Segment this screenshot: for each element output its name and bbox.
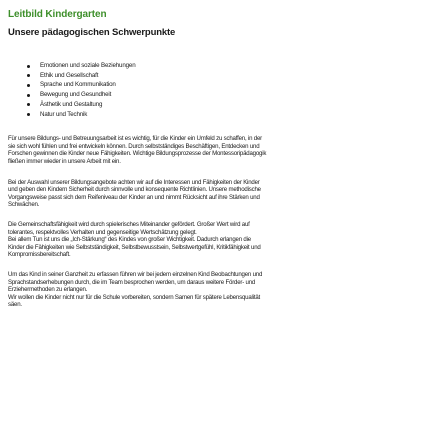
list-item-text: Ästhetik und Gestaltung <box>40 100 103 108</box>
list-item-text: Ethik und Gesellschaft <box>40 71 99 79</box>
list-item-text: Natur und Technik <box>40 110 88 118</box>
text-line: Die Gemeinschaftsfähigkeit wird durch spielerisches Miteinander gefördert. Großer Wert wird auf <box>8 220 250 228</box>
bullet-icon <box>27 84 30 87</box>
text-line: Für unsere Bildungs- und Betreuungsarbeit ist es wichtig, für die Kinder ein Umfeld zu schaffen, in der <box>8 135 262 143</box>
bullet-icon <box>27 74 30 77</box>
text-line: Schwächen. <box>8 201 40 209</box>
list-item <box>27 90 442 100</box>
text-line: Kompromissbereitschaft. <box>8 251 71 259</box>
text-line: Um das Kind in seiner Ganzheit zu erfassen führen wir bei jedem einzelnen Kind Beobachtungen und <box>8 270 263 278</box>
list-item-text: Sprache und Kommunikation <box>40 81 116 89</box>
list-item <box>27 61 442 71</box>
list-item <box>27 71 442 81</box>
paragraph-environment <box>8 135 442 165</box>
list-item <box>27 100 442 110</box>
text-line: Forschen gewinnen die Kinder neue Fähigkeiten. Wichtige Bildungsprozesse der Montessoripädagogik <box>8 150 267 158</box>
text-line: sie sich wohl fühlen und frei entwickeln können. Durch selbstständiges Beschäftigen, Entdecken und <box>8 142 260 150</box>
text-line: Sprachstandserhebungen durch, die im Team besprochen werden, um daraus weitere Förder- und <box>8 278 256 286</box>
text-line: Bei allem Tun ist uns die „Ich-Stärkung“ des Kindes von großer Wichtigkeit. Dadurch erlangen die <box>8 236 251 244</box>
text-line: Kinder die Fähigkeiten wie Selbstständigkeit, Selbstbewusstsein, Selbstwertgefühl, Kritikfähigkeit und <box>8 243 261 251</box>
bullet-icon <box>27 113 30 116</box>
focus-area-list <box>27 61 442 119</box>
list-item-text: Bewegung und Gesundheit <box>40 91 112 99</box>
text-line: säen. <box>8 301 22 309</box>
bullet-icon <box>27 103 30 106</box>
paragraph-offers <box>8 179 442 209</box>
list-item <box>27 80 442 90</box>
bullet-icon <box>27 94 30 97</box>
document-title: Leitbild Kindergarten <box>8 9 107 20</box>
paragraph-observation <box>8 271 442 309</box>
text-line: Erziehermethoden zu erlangen. <box>8 286 88 294</box>
text-line: tolerantes, respektvolles Verhalten und gegenseitige Wertschätzung gelegt. <box>8 228 197 236</box>
bullet-icon <box>27 65 30 68</box>
text-line: Bei der Auswahl unserer Bildungsangebote achten wir auf die Interessen und Fähigkeiten der Kinder <box>8 178 260 186</box>
document-page <box>8 9 442 309</box>
text-line: Wir wollen die Kinder nicht nur für die Schule vorbereiten, sondern Samen für spätere Lebensqualität <box>8 293 261 301</box>
section-heading: Unsere pädagogischen Schwerpunkte <box>8 27 176 38</box>
text-line: und geben den Kindern Sicherheit durch sinnvolle und konsequente Richtlinien. Unsere methodische <box>8 186 261 194</box>
paragraph-community <box>8 221 442 259</box>
text-line: Vorgangsweise passt sich dem Reifeniveau der Kinder an und nimmt Rücksicht auf ihre Stärken und <box>8 193 260 201</box>
list-item <box>27 110 442 120</box>
text-line: fließen immer wieder in unsere Arbeit mit ein. <box>8 158 121 165</box>
list-item-text: Emotionen und soziale Beziehungen <box>40 62 136 69</box>
